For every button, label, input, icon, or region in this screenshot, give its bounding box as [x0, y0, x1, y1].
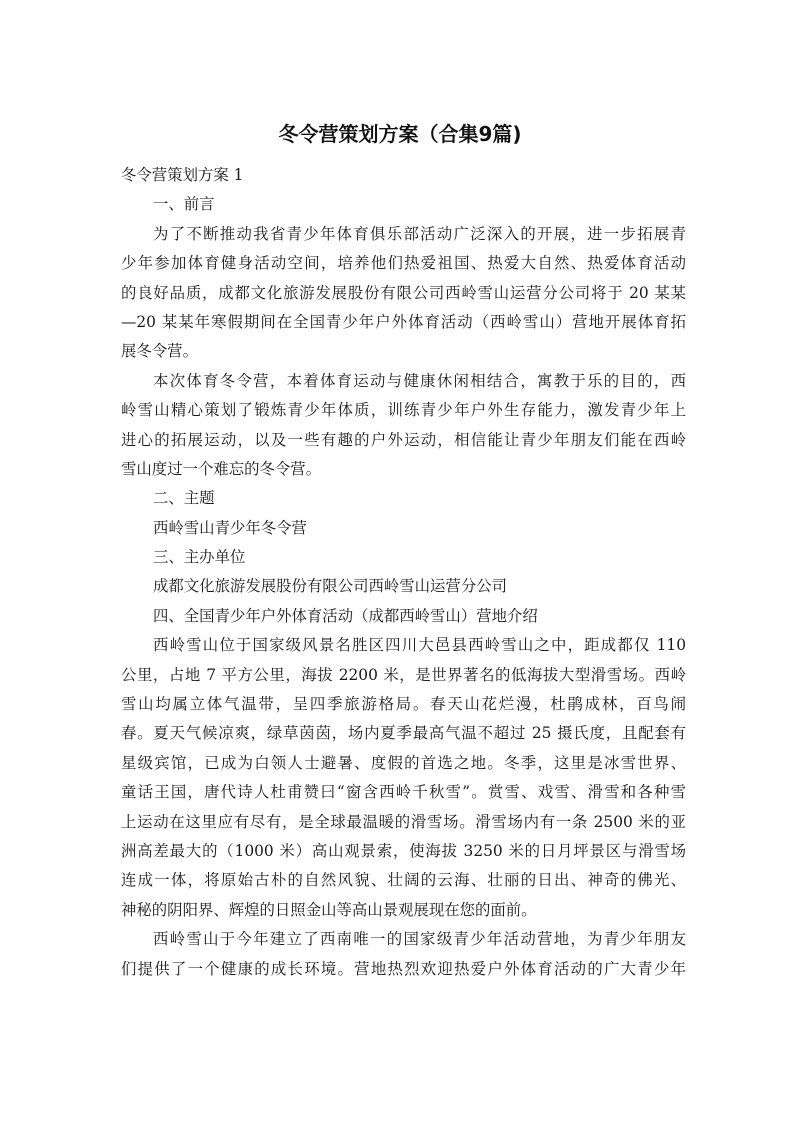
section-heading: 冬令营策划方案 1	[121, 166, 244, 184]
paragraph-line: 成都文化旅游发展股份有限公司西岭雪山运营分公司	[153, 577, 507, 596]
paragraph-line: 连成一体，将原始古朴的自然风貌、壮阔的云海、壮丽的日出、神奇的佛光、	[121, 871, 686, 890]
paragraph-line: 西岭雪山于今年建立了西南唯一的国家级青少年活动营地，为青少年朋友	[153, 930, 686, 949]
paragraph-line: 春。夏天气候凉爽，绿草茵茵，场内夏季最高气温不超过 25 摄氏度，且配套有	[121, 724, 686, 743]
paragraph-line: 们提供了一个健康的成长环境。营地热烈欢迎热爱户外体育活动的广大青少年	[121, 959, 686, 978]
paragraph-line: 的良好品质，成都文化旅游发展股份有限公司西岭雪山运营分公司将于 20 某某	[121, 283, 686, 302]
paragraph-line: 童话王国，唐代诗人杜甫赞曰“窗含西岭千秋雪”。赏雪、戏雪、滑雪和各种雪	[121, 783, 686, 802]
paragraph-line: 星级宾馆，已成为白领人士避暑、度假的首选之地。冬季，这里是冰雪世界、	[121, 753, 686, 772]
paragraph-line: 西岭雪山位于国家级风景名胜区四川大邑县西岭雪山之中，距成都仅 110	[153, 636, 686, 655]
paragraph-line: 洲高差最大的（1000 米）高山观景索，使海拔 3250 米的日月坪景区与滑雪场	[121, 841, 686, 860]
paragraph-line: 公里，占地 7 平方公里，海拔 2200 米，是世界著名的低海拔大型滑雪场。西岭	[121, 665, 686, 684]
document-title: 冬令营策划方案（合集9篇)	[278, 122, 522, 146]
paragraph-line: 少年参加体育健身活动空间，培养他们热爱祖国、热爱大自然、热爱体育活动	[121, 254, 686, 273]
subsection-heading: 三、主办单位	[153, 548, 246, 567]
subsection-heading: 二、主题	[153, 489, 215, 508]
paragraph-line: 上运动在这里应有尽有，是全球最温暖的滑雪场。滑雪场内有一条 2500 米的亚	[121, 812, 686, 831]
paragraph-line: 神秘的阴阳界、辉煌的日照金山等高山景观展现在您的面前。	[121, 900, 537, 919]
paragraph-line: —20 某某年寒假期间在全国青少年户外体育活动（西岭雪山）营地开展体育拓	[121, 312, 686, 331]
paragraph-line: 进心的拓展运动，以及一些有趣的户外运动，相信能让青少年朋友们能在西岭	[121, 430, 686, 449]
paragraph-line: 为了不断推动我省青少年体育俱乐部活动广泛深入的开展，进一步拓展青	[153, 224, 686, 243]
paragraph-line: 本次体育冬令营，本着体育运动与健康休闲相结合，寓教于乐的目的，西	[153, 371, 686, 390]
paragraph-line: 西岭雪山青少年冬令营	[153, 518, 307, 537]
paragraph-line: 雪山均属立体气温带，呈四季旅游格局。春天山花烂漫，杜鹃成林，百鸟闹	[121, 695, 686, 714]
paragraph-line: 展冬令营。	[121, 342, 198, 361]
subsection-heading: 四、全国青少年户外体育活动（成都西岭雪山）营地介绍	[153, 606, 538, 625]
subsection-heading: 一、前言	[153, 195, 215, 214]
paragraph-line: 岭雪山精心策划了锻炼青少年体质，训练青少年户外生存能力，激发青少年上	[121, 401, 686, 420]
paragraph-line: 雪山度过一个难忘的冬令营。	[121, 459, 322, 478]
document-body	[121, 161, 686, 984]
